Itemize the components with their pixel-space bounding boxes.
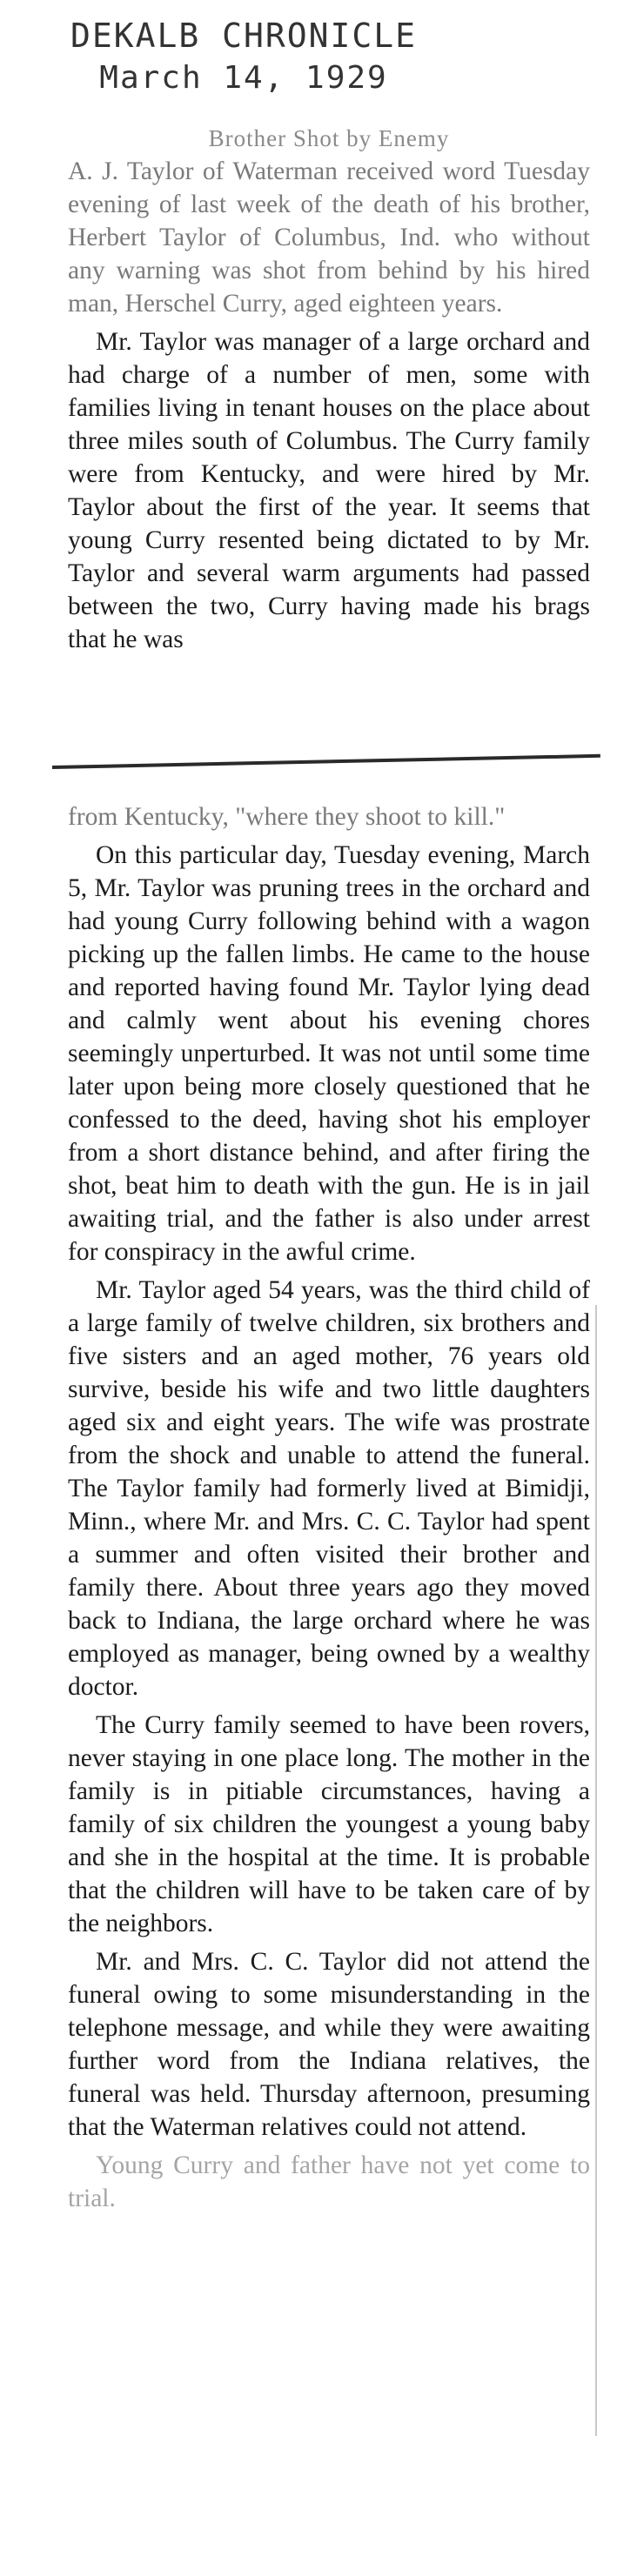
clipping-date: March 14, 1929 [99,60,388,96]
article-paragraph-continued: from Kentucky, "where they shoot to kill." [68,803,506,831]
article-paragraph-4: Mr. Taylor aged 54 years, was the third child of a large family of twelve children, six brothers and five sisters and an aged mother, 76 years old survive, beside his wife and two little daughters aged six and eight years. The wife was prostrate from the shock and unable to attend the funeral. The Taylor family had formerly lived at Bimidji, Minn., where Mr. and Mrs. C. C. Taylor had spent a summer and often visited their brother and family there. About three years ago they moved back to Indiana, the large orchard where he was employed as manager, being owned by a wealthy doctor. [68,1276,590,1701]
article-paragraph-7: Young Curry and father have not yet come to trial. [68,2151,590,2212]
article-paragraph-6: Mr. and Mrs. C. C. Taylor did not attend the funeral owing to some misunderstanding in the telephone message, and while they were awaiting further word from the Indiana relatives, the funeral was held. Thursday afternoon, presuming that the Waterman relatives could not attend. [68,1948,590,2141]
newspaper-name: DEKALB CHRONICLE [70,17,418,55]
column-rule [595,1305,597,2436]
article-paragraph-5: The Curry family seemed to have been rovers, never staying in one place long. The mother in the family is in pitiable circumstances, having a family of six children the youngest a young baby and she in the hospital at the time. It is probable that the children will have to be taken care of by the neighbors. [68,1711,590,1937]
clipping-part-1 [68,122,590,722]
article-paragraph-3: On this particular day, Tuesday evening, March 5, Mr. Taylor was pruning trees in the orchard and had young Curry following behind with a wagon picking up the fallen limbs. He came to the house and reported having found Mr. Taylor lying dead and calmly went about his evening chores seemingly unperturbed. It was not until some time later upon being more closely questioned that he confessed to the deed, having shot his employer from a short distance behind, and after firing the shot, beat him to death with the gun. He is in jail awaiting trial, and the father is also under arrest for conspiracy in the awful crime. [68,841,590,1266]
article-paragraph-1 [68,155,590,320]
article-paragraph-2: Mr. Taylor was manager of a large orchard and had charge of a number of men, some with families living in tenant houses on the place about three miles south of Columbus. The Curry family were from Kentucky, and were hired by Mr. Taylor about the first of the year. It seems that young Curry resented being dictated to by Mr. Taylor and several warm arguments had passed between the two, Curry having made his brags that he was [68,328,590,653]
typed-header [0,19,487,94]
article-paragraph-1-text: A. J. Taylor of Waterman received word Tuesday evening of last week of the death of his brother, Herbert Taylor of Columbus, Ind. who without any warning was shot from behind by his hired man, Herschel Curry, aged eighteen years. [68,157,590,318]
clipping-cut-line [52,754,600,769]
clipping-part-2 [68,800,590,2558]
article-headline: Brother Shot by Enemy [208,125,450,151]
